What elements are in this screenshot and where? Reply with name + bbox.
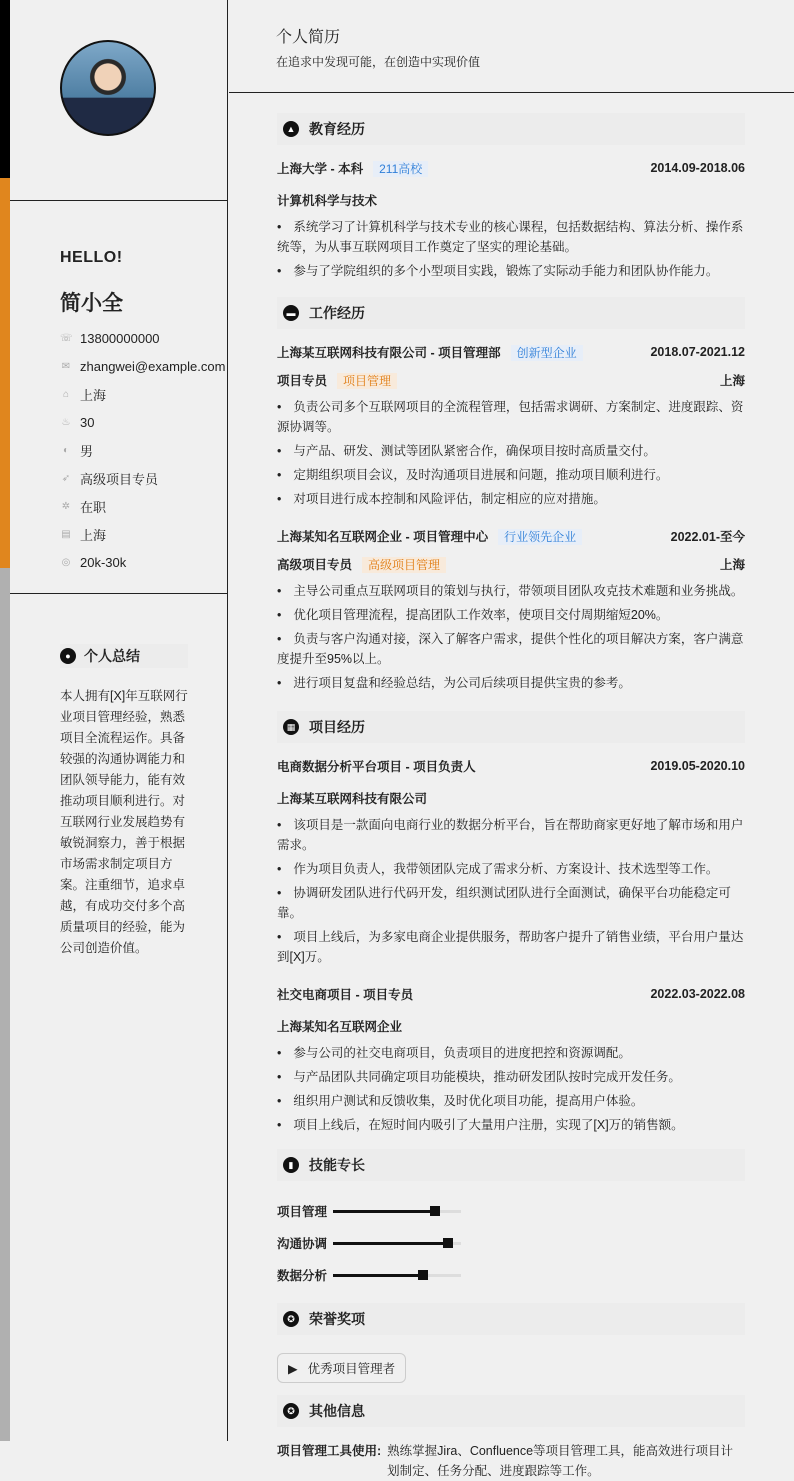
bullet-item: • 负责公司多个互联网项目的全流程管理，包括需求调研、方案制定、进度跟踪、资源协调等。 xyxy=(277,397,745,437)
skill-thumb xyxy=(430,1206,440,1216)
info-text: 在职 xyxy=(80,499,107,515)
job-row xyxy=(277,343,745,361)
salary-icon: ◎ xyxy=(61,556,71,568)
role-tag: 项目管理 xyxy=(337,373,397,389)
graduation-cap-icon: ▲ xyxy=(283,121,299,137)
city: 上海 xyxy=(719,558,745,572)
bullet-list xyxy=(277,397,745,509)
date: 2022.01-至今 xyxy=(670,530,745,544)
play-icon: ▶ xyxy=(288,1361,298,1376)
section-title: 技能专长 xyxy=(309,1157,365,1173)
skill-name: 项目管理 xyxy=(277,1205,328,1219)
role: 高级项目专员 xyxy=(277,558,353,572)
bullet-list xyxy=(277,581,745,693)
building-icon: ▤ xyxy=(61,528,71,540)
info-item xyxy=(60,492,225,520)
project-company: 上海某知名互联网企业 xyxy=(277,1020,403,1034)
date: 2022.03-2022.08 xyxy=(650,987,745,1001)
section-title: 荣誉奖项 xyxy=(309,1311,365,1327)
skill-fill xyxy=(333,1210,435,1213)
accent-stripe-bottom xyxy=(0,568,10,1441)
bullet-list xyxy=(277,1043,745,1135)
bullet-item: • 项目上线后，在短时间内吸引了大量用户注册，实现了[X]万的销售额。 xyxy=(277,1115,745,1135)
company-tag: 创新型企业 xyxy=(511,345,583,361)
school: 上海大学 - 本科 xyxy=(277,162,364,176)
bullet-item: • 作为项目负责人，我带领团队完成了需求分析、方案设计、技术选型等工作。 xyxy=(277,859,745,879)
info-item xyxy=(60,520,225,548)
project-name: 电商数据分析平台项目 - 项目负责人 xyxy=(277,760,476,774)
accent-stripe-mid xyxy=(0,178,10,568)
bullet-list xyxy=(277,217,745,281)
bullet-item: • 组织用户测试和反馈收集，及时优化项目功能，提高用户体验。 xyxy=(277,1091,745,1111)
user-icon: ● xyxy=(60,648,76,664)
info-text: 13800000000 xyxy=(80,330,160,346)
info-item xyxy=(60,380,225,408)
page-title: 个人简历 xyxy=(276,29,341,46)
info-item xyxy=(60,464,225,492)
grid-icon: ▦ xyxy=(283,719,299,735)
skill-bar xyxy=(333,1210,461,1213)
bullet-item: • 负责与客户沟通对接，深入了解客户需求，提供个性化的项目解决方案，客户满意度提升至95%以上。 xyxy=(277,629,745,669)
project-row xyxy=(277,757,745,775)
gender-icon: ◐ xyxy=(62,444,70,456)
info-text: 上海 xyxy=(80,527,107,543)
avatar xyxy=(60,40,156,136)
project-company: 上海某互联网科技有限公司 xyxy=(277,792,428,806)
bullet-item: • 对项目进行成本控制和风险评估，制定相应的应对措施。 xyxy=(277,489,745,509)
section-header xyxy=(277,113,745,145)
skill-item xyxy=(277,1195,517,1227)
section-title: 其他信息 xyxy=(309,1403,365,1419)
info-text: 20k-30k xyxy=(80,554,127,570)
bullet-item: • 与产品团队共同确定项目功能模块，推动研发团队按时完成开发任务。 xyxy=(277,1067,745,1087)
info-item xyxy=(60,324,225,352)
bullet-item: • 主导公司重点互联网项目的策划与执行，带领项目团队攻克技术难题和业务挑战。 xyxy=(277,581,745,601)
skill-thumb xyxy=(418,1270,428,1280)
bullet-item: • 系统学习了计算机科学与技术专业的核心课程，包括数据结构、算法分析、操作系统等，为从事互联网项目工作奠定了坚实的理论基础。 xyxy=(277,217,745,257)
summary-header xyxy=(60,644,188,668)
section-header xyxy=(277,297,745,329)
bullet-item: • 参与公司的社交电商项目，负责项目的进度把控和资源调配。 xyxy=(277,1043,745,1063)
summary-text: 本人拥有[X]年互联网行业项目管理经验，熟悉项目全流程运作。具备较强的沟通协调能力和团队领导能力，能有效推动项目顺利进行。对互联网行业发展趋势有敏锐洞察力，善于根据市场需求制定项目方案。注重细节，追求卓越，有成功交付多个高质量项目的经验，能为公司创造价值。 xyxy=(60,689,188,955)
skill-bar xyxy=(333,1242,461,1245)
role-tag: 高级项目管理 xyxy=(362,557,446,573)
city: 上海 xyxy=(719,374,745,388)
page-header xyxy=(229,0,794,93)
hello-heading: HELLO! xyxy=(60,249,123,266)
phone-icon: ☏ xyxy=(60,332,73,344)
skill-item xyxy=(277,1227,517,1259)
award-label: 优秀项目管理者 xyxy=(307,1362,396,1376)
bullet-item: • 协调研发团队进行代码开发，组织测试团队进行全面测试，确保平台功能稳定可靠。 xyxy=(277,883,745,923)
date: 2019.05-2020.10 xyxy=(650,759,745,773)
section-title: 教育经历 xyxy=(309,121,365,137)
home-icon: ⌂ xyxy=(62,388,70,400)
date: 2014.09-2018.06 xyxy=(650,161,745,175)
company: 上海某知名互联网企业 - 项目管理中心 xyxy=(277,530,489,544)
main-content xyxy=(229,0,794,1481)
divider xyxy=(10,200,228,201)
section-title: 项目经历 xyxy=(309,719,365,735)
summary-title: 个人总结 xyxy=(84,648,140,664)
school-tag: 211高校 xyxy=(373,161,428,177)
role-row xyxy=(277,371,745,389)
info-item xyxy=(60,352,225,380)
section-title: 工作经历 xyxy=(309,305,365,321)
major: 计算机科学与技术 xyxy=(277,194,378,208)
briefcase-icon: ▬ xyxy=(283,305,299,321)
contact-info xyxy=(60,324,225,576)
other-text: 熟练掌握Jira、Confluence等项目管理工具，能高效进行项目计划制定、任务分配、进度跟踪等工作。 xyxy=(387,1444,734,1478)
company-tag: 行业领先企业 xyxy=(498,529,582,545)
other-item xyxy=(277,1441,745,1481)
skill-name: 沟通协调 xyxy=(277,1237,328,1251)
bullet-item: • 该项目是一款面向电商行业的数据分析平台，旨在帮助商家更好地了解市场和用户需求。 xyxy=(277,815,745,855)
mail-icon: ✉ xyxy=(61,360,71,372)
award-item[interactable] xyxy=(277,1353,406,1383)
bullet-item: • 进行项目复盘和经验总结，为公司后续项目提供宝贵的参考。 xyxy=(277,673,745,693)
info-item xyxy=(60,548,225,576)
accent-stripe-top xyxy=(0,0,10,178)
chart-icon: ▮ xyxy=(283,1157,299,1173)
bullet-item: • 定期组织项目会议，及时沟通项目进展和问题，推动项目顺利进行。 xyxy=(277,465,745,485)
divider xyxy=(10,593,228,594)
info-item xyxy=(60,408,225,436)
info-text: 高级项目专员 xyxy=(80,471,159,487)
cake-icon: ♨ xyxy=(61,416,71,428)
person-name: 简小全 xyxy=(60,292,123,315)
skill-fill xyxy=(333,1274,423,1277)
skill-item xyxy=(277,1259,517,1291)
bullet-item: • 项目上线后，为多家电商企业提供服务，帮助客户提升了销售业绩，平台用户量达到[X]万。 xyxy=(277,927,745,967)
info-item xyxy=(60,436,225,464)
section-header xyxy=(277,1395,745,1427)
info-text: zhangwei@example.com xyxy=(80,358,226,374)
status-icon: ✲ xyxy=(61,500,71,512)
bullet-item: • 与产品、研发、测试等团队紧密合作，确保项目按时高质量交付。 xyxy=(277,441,745,461)
skill-bar xyxy=(333,1274,461,1277)
date: 2018.07-2021.12 xyxy=(650,345,745,359)
award-icon: ✪ xyxy=(283,1311,299,1327)
info-text: 上海 xyxy=(80,387,107,403)
section-header xyxy=(277,1149,745,1181)
skill-name: 数据分析 xyxy=(277,1269,328,1283)
info-icon: ✪ xyxy=(283,1403,299,1419)
job-row xyxy=(277,527,745,545)
company: 上海某互联网科技有限公司 - 项目管理部 xyxy=(277,346,501,360)
bullet-list xyxy=(277,815,745,967)
info-text: 30 xyxy=(80,414,95,430)
project-name: 社交电商项目 - 项目专员 xyxy=(277,988,414,1002)
project-row xyxy=(277,985,745,1003)
bullet-item: • 参与了学院组织的多个小型项目实践，锻炼了实际动手能力和团队协作能力。 xyxy=(277,261,745,281)
sidebar xyxy=(10,0,228,1441)
info-text: 男 xyxy=(80,443,94,459)
bullet-item: • 优化项目管理流程，提高团队工作效率，使项目交付周期缩短20%。 xyxy=(277,605,745,625)
skill-thumb xyxy=(443,1238,453,1248)
section-header xyxy=(277,711,745,743)
other-label: 项目管理工具使用: xyxy=(277,1444,382,1458)
send-icon: ➶ xyxy=(61,472,71,484)
skills-list xyxy=(277,1195,745,1291)
role: 项目专员 xyxy=(277,374,328,388)
role-row xyxy=(277,555,745,573)
education-row xyxy=(277,159,745,177)
skill-fill xyxy=(333,1242,448,1245)
page-subtitle: 在追求中发现可能，在创造中实现价值 xyxy=(276,55,481,69)
section-header xyxy=(277,1303,745,1335)
